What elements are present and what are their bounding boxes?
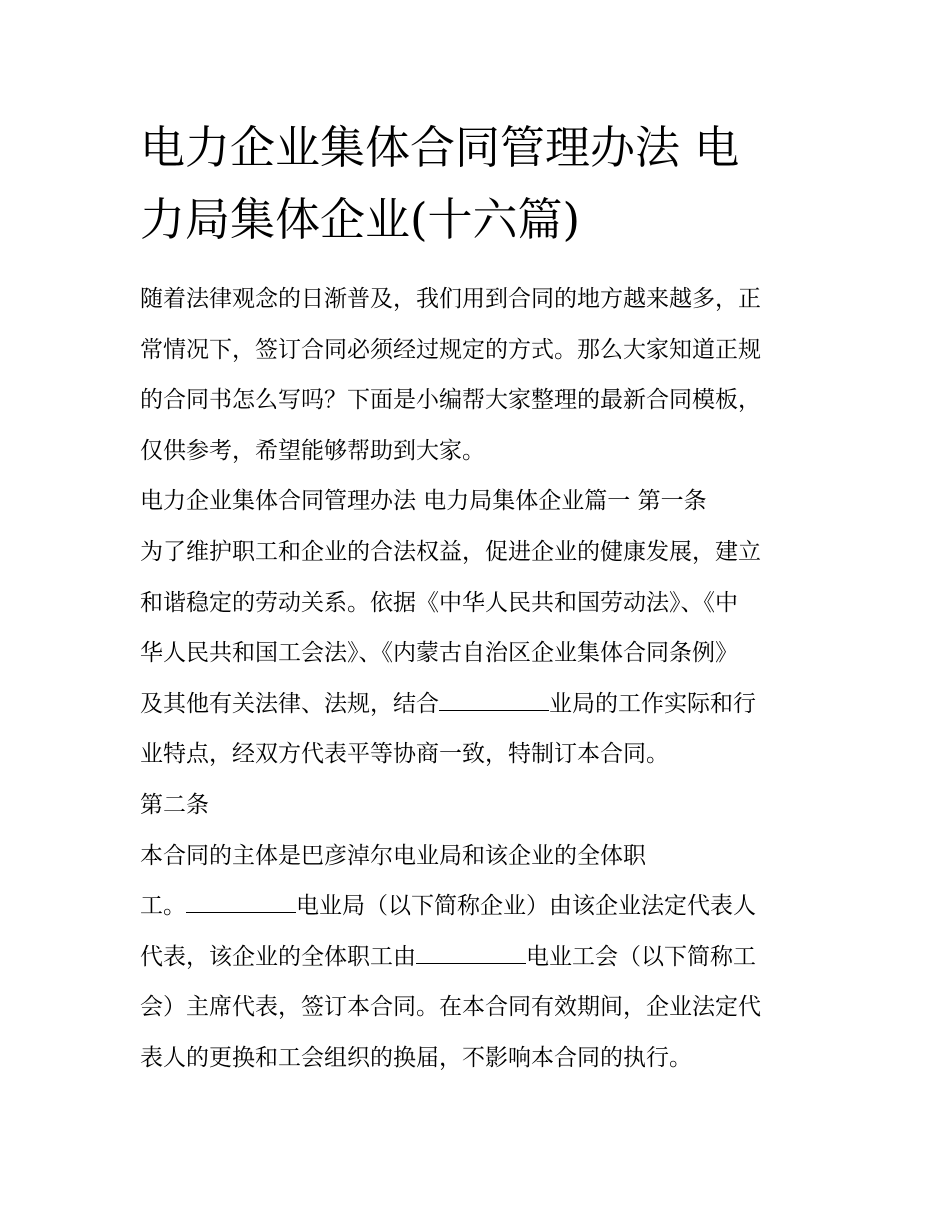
body-line: 随着法律观念的日渐普及，我们用到合同的地方越来越多，正	[140, 286, 761, 312]
article-heading: 第二条	[140, 791, 209, 818]
title-line-1: 电力企业集体合同管理办法 电	[140, 121, 740, 174]
body-line: 常情况下，签订合同必须经过规定的方式。那么大家知道正规	[140, 336, 761, 363]
line-text: 工。	[140, 893, 186, 920]
body-line: 表人的更换和工会组织的换届，不影响本合同的执行。	[140, 1044, 692, 1071]
body-line: 业特点，经双方代表平等协商一致，特制订本合同。	[140, 741, 669, 768]
fill-in-blank	[186, 892, 296, 913]
fill-in-blank	[416, 943, 526, 964]
body-line: 和谐稳定的劳动关系。依据《中华人民共和国劳动法》、《中	[140, 589, 738, 616]
title-line-2: 力局集体企业(十六篇)	[140, 193, 581, 246]
body-line: 的合同书怎么写吗？下面是小编帮大家整理的最新合同模板，	[140, 387, 761, 414]
fill-in-blank	[439, 690, 549, 711]
document-title	[140, 112, 815, 256]
line-text: 业局的工作实际和行	[549, 690, 756, 717]
body-line: 本合同的主体是巴彦淖尔电业局和该企业的全体职	[140, 842, 646, 869]
body-line-with-blank	[140, 881, 815, 932]
line-text: 代表，该企业的全体职工由	[140, 943, 416, 970]
body-line: 仅供参考，希望能够帮助到大家。	[140, 437, 485, 464]
line-text: 电业工会（以下简称工	[526, 943, 756, 970]
document-page	[140, 112, 815, 1084]
body-line-with-blank	[140, 932, 815, 983]
section-heading-line: 电力企业集体合同管理办法 电力局集体企业篇一 第一条	[140, 488, 707, 515]
body-line: 会）主席代表，签订本合同。在本合同有效期间，企业法定代	[140, 994, 761, 1021]
body-line-with-blank	[140, 679, 815, 730]
line-text: 电业局（以下简称企业）由该企业法定代表人	[296, 893, 756, 920]
body-line: 为了维护职工和企业的合法权益，促进企业的健康发展，建立	[140, 538, 761, 565]
document-body	[140, 274, 815, 1084]
line-text: 及其他有关法律、法规，结合	[140, 690, 439, 717]
body-line: 华人民共和国工会法》、《内蒙古自治区企业集体合同条例》	[140, 640, 738, 667]
